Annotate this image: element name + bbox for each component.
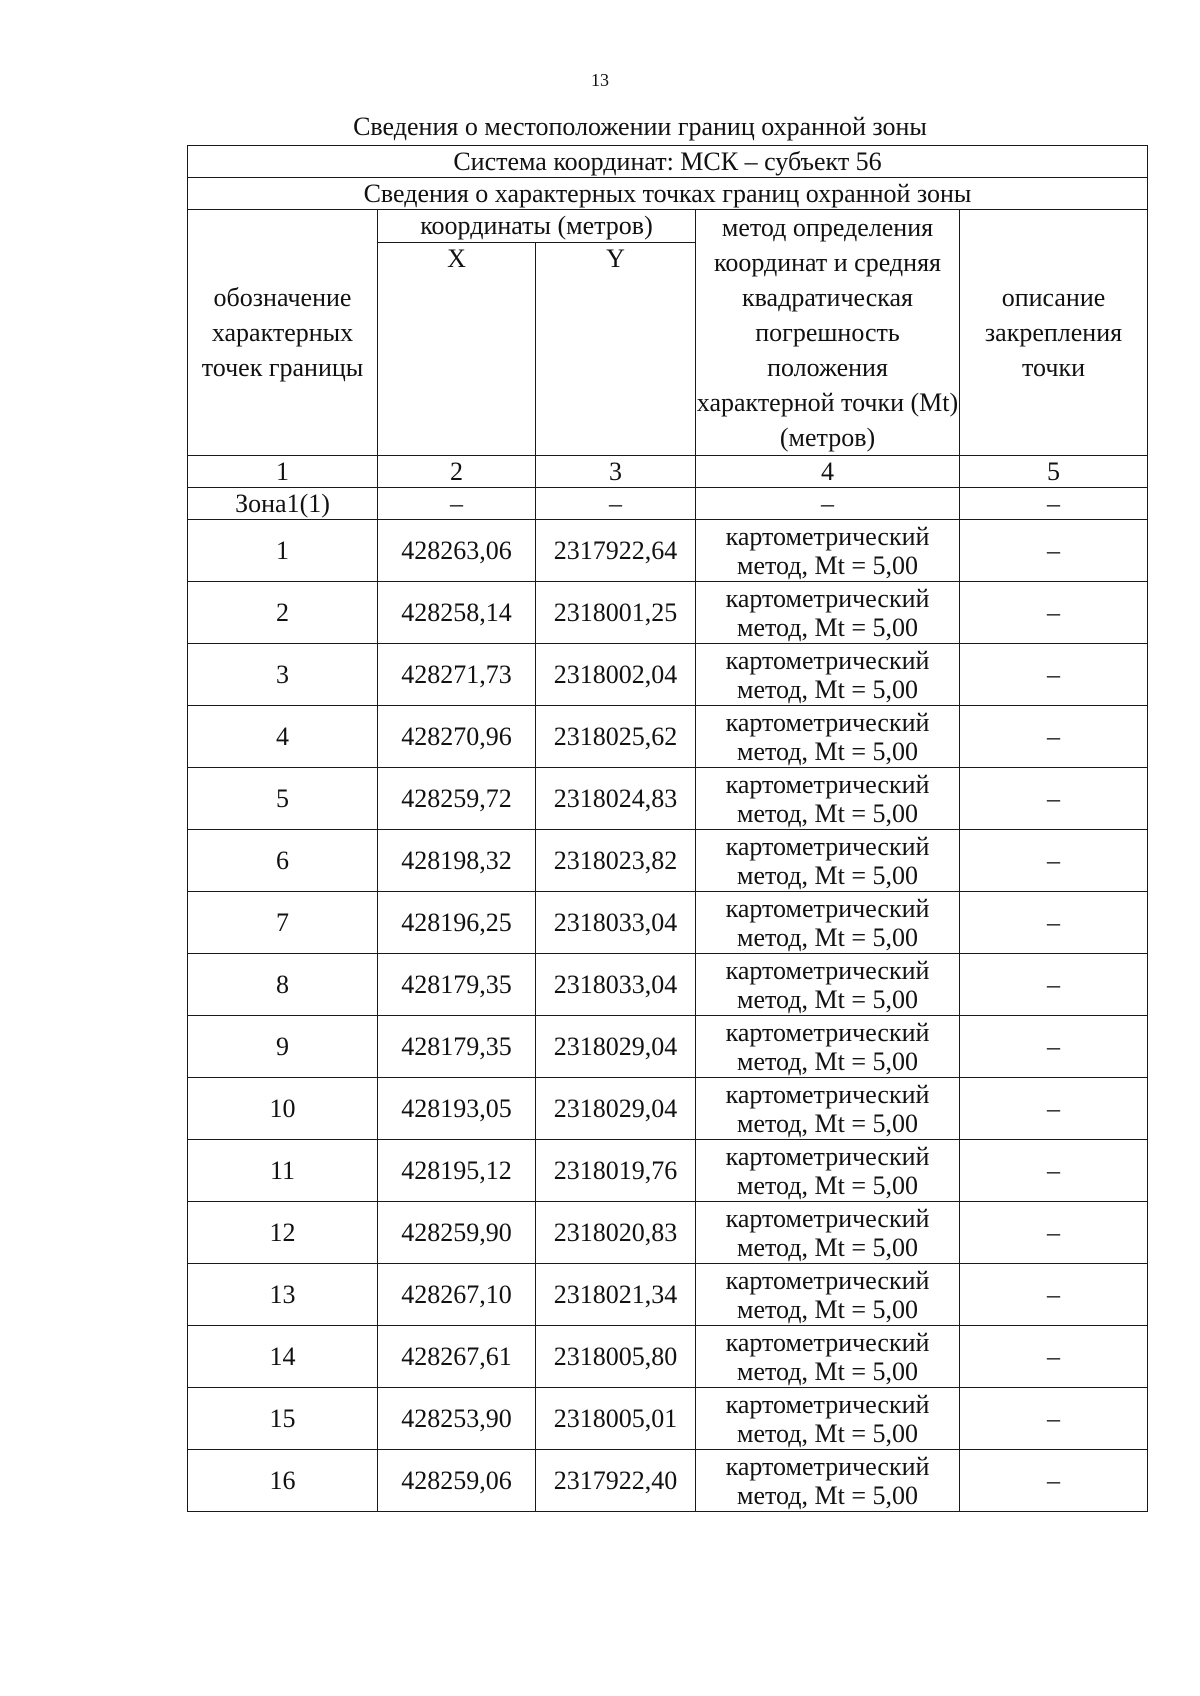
- table-row: [188, 706, 1148, 768]
- coordinate-y: 2318024,83: [536, 768, 696, 830]
- column-number-row: [188, 456, 1148, 488]
- method-cell: [696, 954, 960, 1016]
- method-cell: [696, 1326, 960, 1388]
- method-line-1: картометрический: [725, 1265, 930, 1295]
- point-number: 7: [188, 892, 378, 954]
- method-line-1: картометрический: [725, 583, 930, 613]
- coordinate-x: 428179,35: [378, 954, 536, 1016]
- method-line-1: картометрический: [725, 1451, 930, 1481]
- coordinate-y: 2318021,34: [536, 1264, 696, 1326]
- table-row: [188, 768, 1148, 830]
- method-line-2: метод, Mt = 5,00: [737, 1232, 918, 1262]
- point-number: 3: [188, 644, 378, 706]
- coordinate-x: 428195,12: [378, 1140, 536, 1202]
- document-title: Сведения о местоположении границ охранной зоны: [353, 112, 927, 141]
- point-number: 10: [188, 1078, 378, 1140]
- method-line-2: метод, Mt = 5,00: [737, 1480, 918, 1510]
- method-cell: [696, 520, 960, 582]
- method-line-2: метод, Mt = 5,00: [737, 1294, 918, 1324]
- coordinate-y: 2318033,04: [536, 954, 696, 1016]
- method-line-1: картометрический: [725, 707, 930, 737]
- point-number: 16: [188, 1450, 378, 1512]
- table-row: [188, 644, 1148, 706]
- page-number: 13: [591, 70, 609, 90]
- point-description: –: [960, 706, 1148, 768]
- point-number: 6: [188, 830, 378, 892]
- coordinate-x: 428270,96: [378, 706, 536, 768]
- method-line-2: метод, Mt = 5,00: [737, 1356, 918, 1386]
- coordinate-y: 2318005,80: [536, 1326, 696, 1388]
- point-number: 8: [188, 954, 378, 1016]
- coordinate-x: 428196,25: [378, 892, 536, 954]
- method-line-2: метод, Mt = 5,00: [737, 550, 918, 580]
- table-row: [188, 1326, 1148, 1388]
- method-line-1: картометрический: [725, 1389, 930, 1419]
- point-number: 9: [188, 1016, 378, 1078]
- table-row: [188, 1264, 1148, 1326]
- method-cell: [696, 892, 960, 954]
- coordinate-x: 428267,61: [378, 1326, 536, 1388]
- zone-cell: –: [696, 488, 960, 520]
- coordinate-x: 428193,05: [378, 1078, 536, 1140]
- coordinate-y: 2318029,04: [536, 1016, 696, 1078]
- column-number-cell: 5: [960, 456, 1148, 488]
- coordinate-x: 428259,90: [378, 1202, 536, 1264]
- coordinate-y: 2318025,62: [536, 706, 696, 768]
- method-line-1: картометрический: [725, 1141, 930, 1171]
- coordinate-x: 428271,73: [378, 644, 536, 706]
- coordinate-y: 2317922,40: [536, 1450, 696, 1512]
- table-row: [188, 1450, 1148, 1512]
- method-cell: [696, 1078, 960, 1140]
- table-row: [188, 582, 1148, 644]
- point-description: –: [960, 1140, 1148, 1202]
- method-cell: [696, 1202, 960, 1264]
- coordinate-y: 2318001,25: [536, 582, 696, 644]
- point-description: –: [960, 1078, 1148, 1140]
- table-row: [188, 1202, 1148, 1264]
- method-line-1: картометрический: [725, 955, 930, 985]
- points-title-cell: Сведения о характерных точках границ охранной зоны: [188, 178, 1148, 210]
- coordinate-x: 428259,72: [378, 768, 536, 830]
- point-description: –: [960, 582, 1148, 644]
- method-line-1: картометрический: [725, 1203, 930, 1233]
- coordinate-x: 428259,06: [378, 1450, 536, 1512]
- point-description: –: [960, 520, 1148, 582]
- method-cell: [696, 1450, 960, 1512]
- point-description: –: [960, 1326, 1148, 1388]
- method-cell: [696, 1016, 960, 1078]
- column-number-cell: 4: [696, 456, 960, 488]
- method-line-1: картометрический: [725, 769, 930, 799]
- point-number: 14: [188, 1326, 378, 1388]
- point-description: –: [960, 830, 1148, 892]
- coordinate-x: 428263,06: [378, 520, 536, 582]
- point-number: 5: [188, 768, 378, 830]
- method-line-2: метод, Mt = 5,00: [737, 674, 918, 704]
- point-description: –: [960, 1388, 1148, 1450]
- point-description: –: [960, 1264, 1148, 1326]
- coordinate-y: 2318023,82: [536, 830, 696, 892]
- header-point-designation: обозначение характерных точек границы: [188, 210, 378, 456]
- point-description: –: [960, 1016, 1148, 1078]
- point-description: –: [960, 892, 1148, 954]
- point-number: 1: [188, 520, 378, 582]
- method-cell: [696, 582, 960, 644]
- coordinates-table: [187, 145, 1148, 1512]
- method-line-2: метод, Mt = 5,00: [737, 736, 918, 766]
- header-x: X: [378, 243, 536, 456]
- point-number: 4: [188, 706, 378, 768]
- method-cell: [696, 1264, 960, 1326]
- method-line-2: метод, Mt = 5,00: [737, 860, 918, 890]
- coordinate-y: 2318033,04: [536, 892, 696, 954]
- method-line-2: метод, Mt = 5,00: [737, 1108, 918, 1138]
- zone-label: Зона1(1): [188, 488, 378, 520]
- coordinate-y: 2318020,83: [536, 1202, 696, 1264]
- point-number: 12: [188, 1202, 378, 1264]
- method-line-1: картометрический: [725, 1079, 930, 1109]
- point-number: 11: [188, 1140, 378, 1202]
- header-method: метод определения координат и средняя квадратическая погрешность положения характерной точки (Mt) (метров): [696, 210, 960, 456]
- zone-cell: –: [378, 488, 536, 520]
- method-line-1: картометрический: [725, 1017, 930, 1047]
- method-line-1: картометрический: [725, 645, 930, 675]
- method-cell: [696, 1388, 960, 1450]
- table-row: [188, 1140, 1148, 1202]
- coordinate-x: 428179,35: [378, 1016, 536, 1078]
- method-line-2: метод, Mt = 5,00: [737, 798, 918, 828]
- point-description: –: [960, 954, 1148, 1016]
- coordinate-y: 2318005,01: [536, 1388, 696, 1450]
- coordinate-y: 2318002,04: [536, 644, 696, 706]
- table-row: [188, 954, 1148, 1016]
- column-number-cell: 1: [188, 456, 378, 488]
- zone-cell: –: [960, 488, 1148, 520]
- coordinate-x: 428253,90: [378, 1388, 536, 1450]
- column-number-cell: 3: [536, 456, 696, 488]
- coordinate-x: 428258,14: [378, 582, 536, 644]
- header-y: Y: [536, 243, 696, 456]
- coordinate-system-cell: Система координат: МСК – субъект 56: [188, 146, 1148, 178]
- table-row: [188, 830, 1148, 892]
- method-cell: [696, 768, 960, 830]
- method-line-2: метод, Mt = 5,00: [737, 1418, 918, 1448]
- zone-cell: –: [536, 488, 696, 520]
- coordinate-y: 2317922,64: [536, 520, 696, 582]
- zone-row: [188, 488, 1148, 520]
- header-row: [188, 210, 1148, 243]
- method-line-1: картометрический: [725, 893, 930, 923]
- point-description: –: [960, 768, 1148, 830]
- method-line-2: метод, Mt = 5,00: [737, 922, 918, 952]
- method-line-1: картометрический: [725, 1327, 930, 1357]
- method-line-1: картометрический: [725, 521, 930, 551]
- method-line-2: метод, Mt = 5,00: [737, 612, 918, 642]
- points-title-row: [188, 178, 1148, 210]
- coordinate-system-row: [188, 146, 1148, 178]
- coordinate-x: 428198,32: [378, 830, 536, 892]
- method-cell: [696, 1140, 960, 1202]
- point-description: –: [960, 1202, 1148, 1264]
- table-row: [188, 1078, 1148, 1140]
- method-cell: [696, 830, 960, 892]
- table-row: [188, 892, 1148, 954]
- point-description: –: [960, 1450, 1148, 1512]
- method-cell: [696, 644, 960, 706]
- method-line-2: метод, Mt = 5,00: [737, 1170, 918, 1200]
- table-row: [188, 1016, 1148, 1078]
- point-description: –: [960, 644, 1148, 706]
- table-row: [188, 520, 1148, 582]
- method-line-2: метод, Mt = 5,00: [737, 984, 918, 1014]
- header-coordinates: координаты (метров): [378, 210, 696, 243]
- coordinate-y: 2318029,04: [536, 1078, 696, 1140]
- coordinate-y: 2318019,76: [536, 1140, 696, 1202]
- method-cell: [696, 706, 960, 768]
- point-number: 13: [188, 1264, 378, 1326]
- point-number: 2: [188, 582, 378, 644]
- column-number-cell: 2: [378, 456, 536, 488]
- method-line-2: метод, Mt = 5,00: [737, 1046, 918, 1076]
- header-description: описание закрепления точки: [960, 210, 1148, 456]
- point-number: 15: [188, 1388, 378, 1450]
- table-row: [188, 1388, 1148, 1450]
- method-line-1: картометрический: [725, 831, 930, 861]
- coordinate-x: 428267,10: [378, 1264, 536, 1326]
